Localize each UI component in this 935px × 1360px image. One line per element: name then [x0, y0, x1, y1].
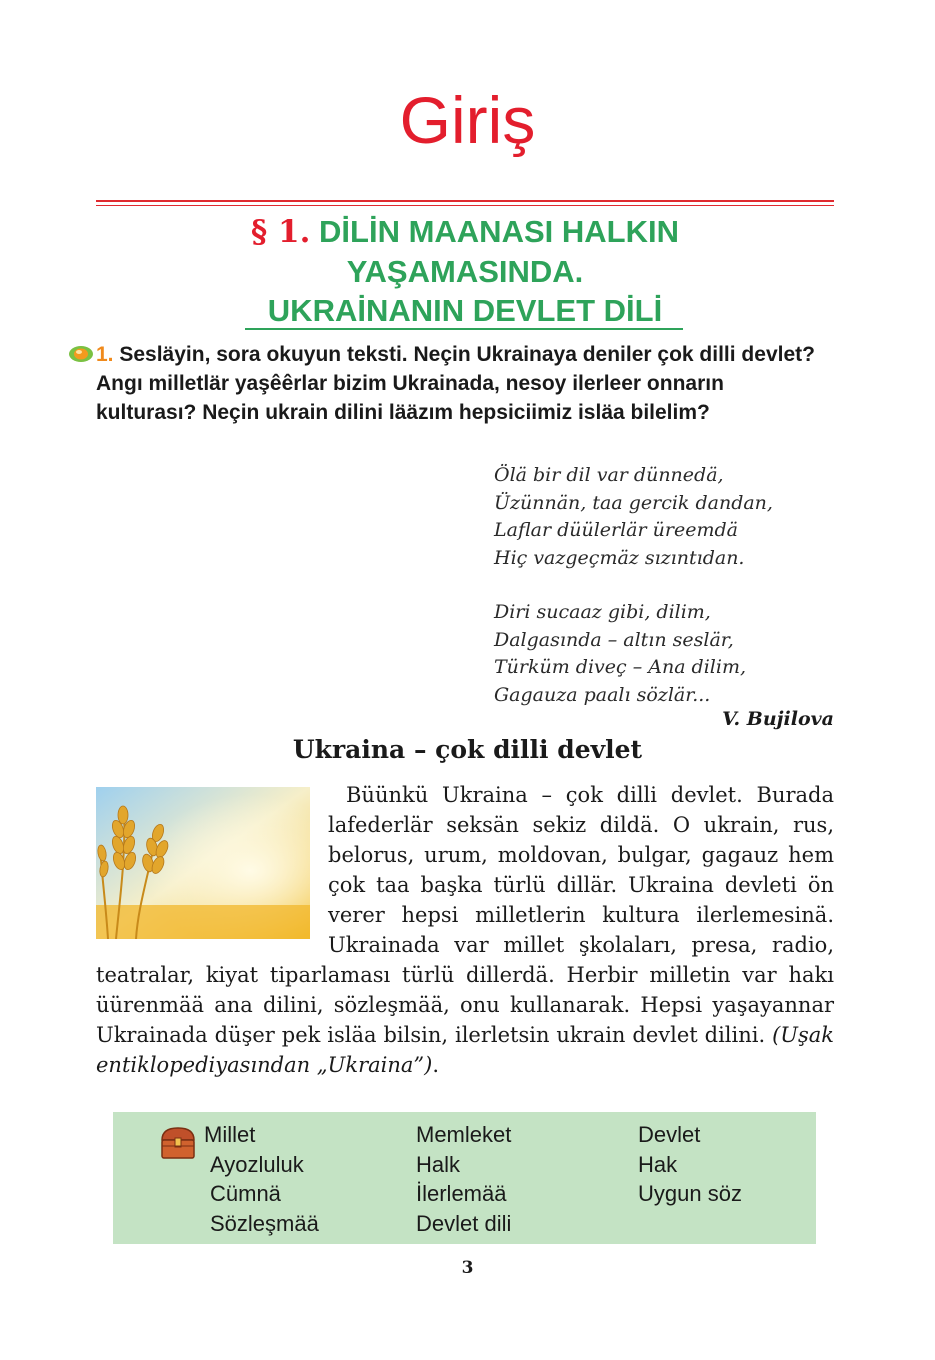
section-underline: [245, 328, 683, 330]
poem: [494, 462, 834, 709]
chapter-title: Giriş: [399, 83, 536, 157]
top-rule: [96, 200, 834, 202]
poem-line: Türküm diveç – Ana dilim,: [494, 656, 747, 678]
vocab-word: Devlet: [638, 1122, 701, 1147]
section-heading: [120, 212, 810, 330]
vocab-column-1: [204, 1120, 319, 1238]
page-number: 3: [461, 1258, 474, 1278]
poem-line: Hiç vazgeçmäz sızıntıdan.: [494, 546, 745, 569]
vocab-column-3: [638, 1120, 742, 1209]
vocab-word: Devlet dili: [416, 1210, 512, 1236]
vocab-word: Uygun söz: [638, 1181, 742, 1206]
poem-line: Ölä bir dil var dünnedä,: [494, 464, 724, 486]
treasure-chest-icon: [158, 1124, 198, 1162]
vocabulary-box: [113, 1112, 816, 1244]
poem-line: Dalgasında – altın seslär,: [494, 628, 734, 651]
section-title-line2: YAŞAMASINDA.: [346, 254, 584, 289]
vocab-word: Halk: [416, 1151, 461, 1177]
poem-line: Laflar düülerlär üreemdä: [494, 519, 738, 541]
task-number: 1.: [96, 343, 114, 366]
vocab-word: Cümnä: [210, 1181, 281, 1206]
section-title-line3: UKRAİNANIN DEVLET DİLİ: [267, 293, 663, 328]
poem-line: Gagauza paalı sözlär...: [494, 683, 711, 706]
top-rule-thin: [96, 205, 834, 206]
poem-line: Diri sucaaz gibi, dilim,: [494, 601, 711, 623]
poem-line: Üzünnän, taa gercik dandan,: [494, 491, 773, 514]
vocab-word: İlerlemää: [416, 1181, 507, 1206]
vocab-column-2: [416, 1120, 511, 1238]
article-source: (Uşak entiklopediyasından „Ukraina”): [96, 1023, 834, 1077]
article-text: Büünkü Ukraina – çok dilli devlet. Burada lafederlär seksän sekiz dildä. O ukrain, rus, belorus, urum, moldovan, bulgar, gagauz hem çok taa başka türlü dillär. Ukraina devleti ön verer hepsi milletlerin kultura ilerlemesinä. Ukrainada var millet şkolaları, presa, radio, teatralar, kiyat tiparlaması türlü dillerdä. Herbir milletin var hakı üürenmää ana dilini, sözleşmää, onu kullanarak. Hepsi yaşayannar Ukrainada düşer pek isläa bilsin, ilerletsin ukrain devlet dilini.: [96, 783, 834, 1047]
article-heading: Ukraina – çok dilli devlet: [292, 735, 643, 764]
vocab-word: Hak: [638, 1151, 678, 1177]
section-number: § 1.: [251, 214, 311, 250]
vocab-word: Millet: [204, 1122, 256, 1147]
article-body: Büünkü Ukraina – çok dilli devlet. Burada lafederlär seksän sekiz dildä. O ukrain, rus, belorus, urum, moldovan, bulgar, gagauz hem çok taa başka türlü dillär. Ukraina devleti ön verer hepsi milletlerin kultura ilerlemesinä. Ukrainada var millet şkolaları, presa, radio, teatralar, kiyat tiparlaması türlü dillerdä. Herbir milletin var hakı üürenmää ana dilini, sözleşmää, onu kullanarak. Hepsi yaşayannar Ukrainada düşer pek isläa bilsin, ilerletsin ukrain devlet dilini. (Uşak entiklopediyasından „Ukraina”).: [96, 783, 834, 1077]
task-1: [96, 340, 816, 427]
poem-author: V. Bujilova: [722, 708, 834, 730]
listen-icon: [68, 345, 94, 363]
vocab-word: Ayozluluk: [210, 1151, 304, 1177]
section-title-line1: DİLİN MAANASI HALKIN: [319, 214, 679, 249]
vocab-word: Sözleşmää: [210, 1210, 319, 1236]
task-text: Sesläyin, sora okuyun teksti. Neçin Ukrainaya deniler çok dilli devlet? Angı milletlär yaşêêrlar bizim Ukrainada, nesoy ilerleer onnarın kulturası? Neçin ukrain dilini lääzım hepsiciimiz isläa bilelim?: [96, 343, 815, 424]
vocab-word: Memleket: [416, 1122, 512, 1147]
